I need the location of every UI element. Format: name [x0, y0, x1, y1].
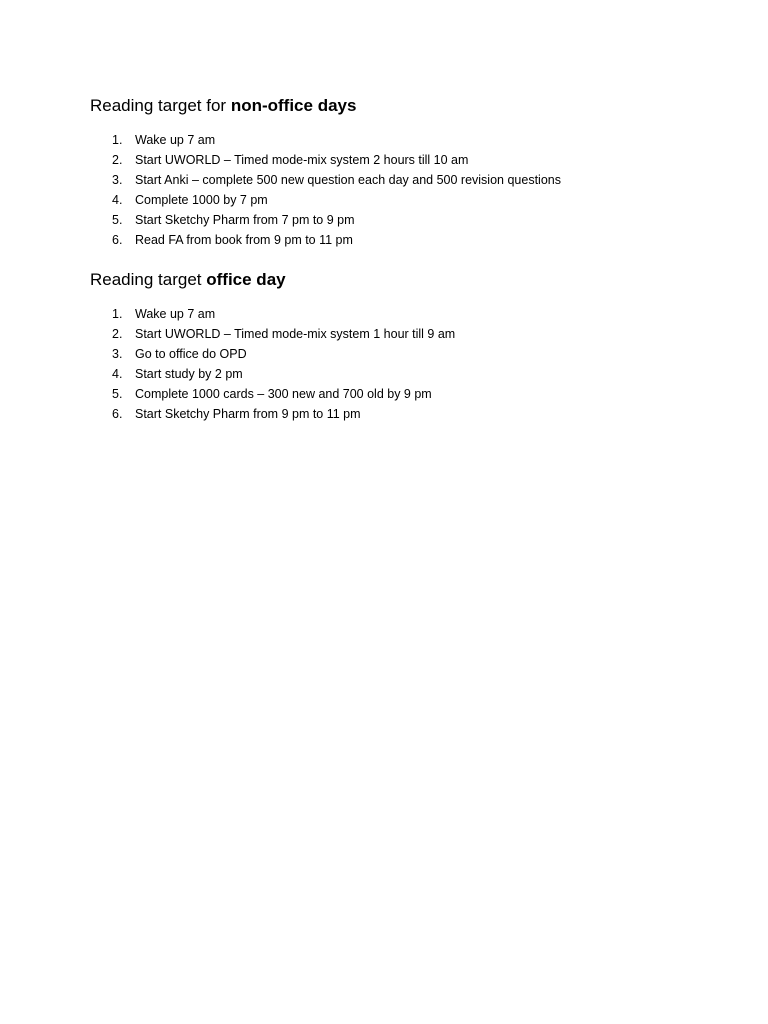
list-item: [90, 404, 710, 424]
item-number: 2.: [112, 153, 123, 167]
item-number: 1.: [112, 133, 123, 147]
item-number: 4.: [112, 367, 123, 381]
item-text: Wake up 7 am: [135, 307, 216, 321]
item-text: Start UWORLD – Timed mode-mix system 2 hours till 10 am: [135, 153, 469, 167]
list-item: [90, 324, 710, 344]
heading-emphasis: office day: [206, 270, 286, 289]
item-text: Wake up 7 am: [135, 133, 216, 147]
item-text: Complete 1000 cards – 300 new and 700 old by 9 pm: [135, 387, 432, 401]
section-non-office-days: [90, 94, 710, 250]
list-item: [90, 150, 710, 170]
list-item: [90, 364, 710, 384]
item-number: 5.: [112, 387, 123, 401]
list-item: [90, 344, 710, 364]
item-text: Start Anki – complete 500 new question each day and 500 revision questions: [135, 173, 561, 187]
item-number: 2.: [112, 327, 123, 341]
item-number: 1.: [112, 307, 123, 321]
list-item: [90, 130, 710, 150]
task-list: [90, 130, 710, 250]
list-item: [90, 384, 710, 404]
section-heading: [90, 94, 710, 118]
list-item: [90, 210, 710, 230]
item-text: Go to office do OPD: [135, 347, 247, 361]
item-number: 3.: [112, 347, 123, 361]
item-text: Start Sketchy Pharm from 9 pm to 11 pm: [135, 407, 361, 421]
list-item: [90, 190, 710, 210]
item-text: Read FA from book from 9 pm to 11 pm: [135, 233, 353, 247]
item-number: 5.: [112, 213, 123, 227]
heading-text: Reading target for: [90, 96, 231, 115]
heading-emphasis: non-office days: [230, 96, 357, 115]
task-list: [90, 304, 710, 424]
list-item: [90, 230, 710, 250]
item-text: Start study by 2 pm: [135, 367, 243, 381]
section-office-day: [90, 268, 710, 424]
heading-text: Reading target: [90, 270, 207, 289]
item-number: 6.: [112, 233, 123, 247]
list-item: [90, 170, 710, 190]
item-text: Start UWORLD – Timed mode-mix system 1 hour till 9 am: [135, 327, 456, 341]
section-heading: [90, 268, 710, 292]
item-text: Start Sketchy Pharm from 7 pm to 9 pm: [135, 213, 355, 227]
item-number: 4.: [112, 193, 123, 207]
item-text: Complete 1000 by 7 pm: [135, 193, 268, 207]
item-number: 6.: [112, 407, 123, 421]
list-item: [90, 304, 710, 324]
item-number: 3.: [112, 173, 123, 187]
